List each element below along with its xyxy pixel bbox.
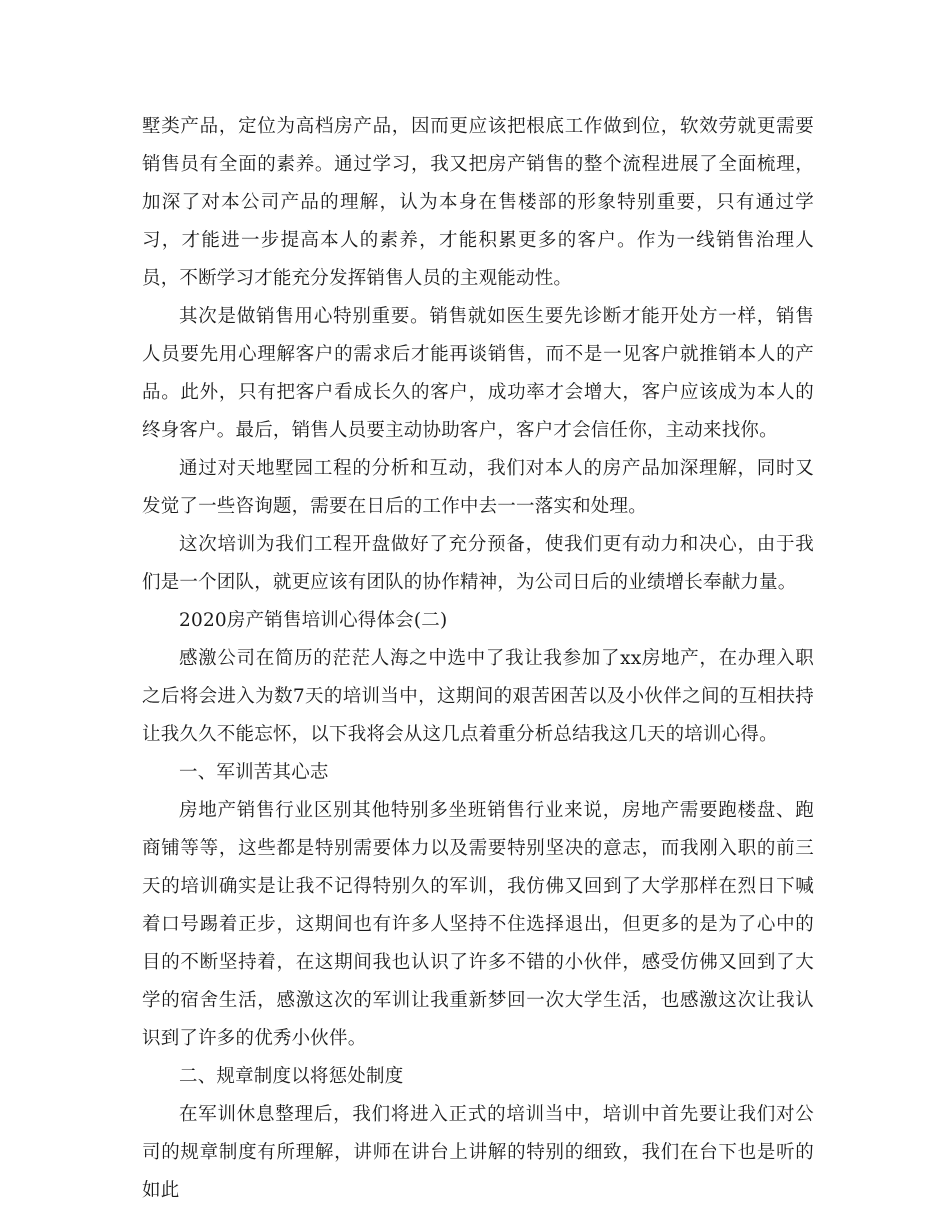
document-body bbox=[142, 108, 814, 1210]
section-title: 2020房产销售培训心得体会(二) bbox=[179, 610, 448, 631]
paragraph: 墅类产品，定位为高档房产品，因而更应该把根底工作做到位，软效劳就更需要销售员有全面的素养。通过学习，我又把房产销售的整个流程进展了全面梳理，加深了对本公司产品的理解，认为本身在售楼部的形象特别重要，只有通过学习，才能进一步提高本人的素养，才能积累更多的客户。作为一线销售治理人员，不断学习才能充分发挥销售人员的主观能动性。 bbox=[142, 116, 814, 289]
paragraph: 其次是做销售用心特别重要。销售就如医生要先诊断才能开处方一样，销售人员要先用心理解客户的需求后才能再谈销售，而不是一见客户就推销本人的产品。此外，只有把客户看成长久的客户，成功率才会增大，客户应该成为本人的终身客户。最后，销售人员要主动协助客户，客户才会信任你，主动来找你。 bbox=[142, 306, 814, 441]
paragraph: 这次培训为我们工程开盘做好了充分预备，使我们更有动力和决心，由于我们是一个团队，就更应该有团队的协作精神，为公司日后的业绩增长奉献力量。 bbox=[142, 534, 814, 593]
paragraph: 感激公司在简历的茫茫人海之中选中了我让我参加了xx房地产，在办理入职之后将会进入为数7天的培训当中，这期间的艰苦困苦以及小伙伴之间的互相扶持让我久久不能忘怀，以下我将会从这几点着重分析总结我这几天的培训心得。 bbox=[142, 648, 814, 745]
paragraph: 通过对天地墅园工程的分析和互动，我们对本人的房产品加深理解，同时又发觉了一些咨询题，需要在日后的工作中去一一落实和处理。 bbox=[142, 458, 814, 517]
section-heading: 二、规章制度以将惩处制度 bbox=[179, 1066, 404, 1087]
paragraph: 在军训休息整理后，我们将进入正式的培训当中，培训中首先要让我们对公司的规章制度有所理解，讲师在讲台上讲解的特别的细致，我们在台下也是听的如此 bbox=[142, 1104, 814, 1201]
section-heading: 一、军训苦其心志 bbox=[179, 762, 329, 783]
paragraph: 房地产销售行业区别其他特别多坐班销售行业来说，房地产需要跑楼盘、跑商铺等等，这些都是特别需要体力以及需要特别坚决的意志，而我刚入职的前三天的培训确实是让我不记得特别久的军训，我仿佛又回到了大学那样在烈日下喊着口号踢着正步，这期间也有许多人坚持不住选择退出，但更多的是为了心中的目的不断坚持着，在这期间我也认识了许多不错的小伙伴，感受仿佛又回到了大学的宿舍生活，感激这次的军训让我重新梦回一次大学生活，也感激这次让我认识到了许多的优秀小伙伴。 bbox=[142, 800, 814, 1049]
